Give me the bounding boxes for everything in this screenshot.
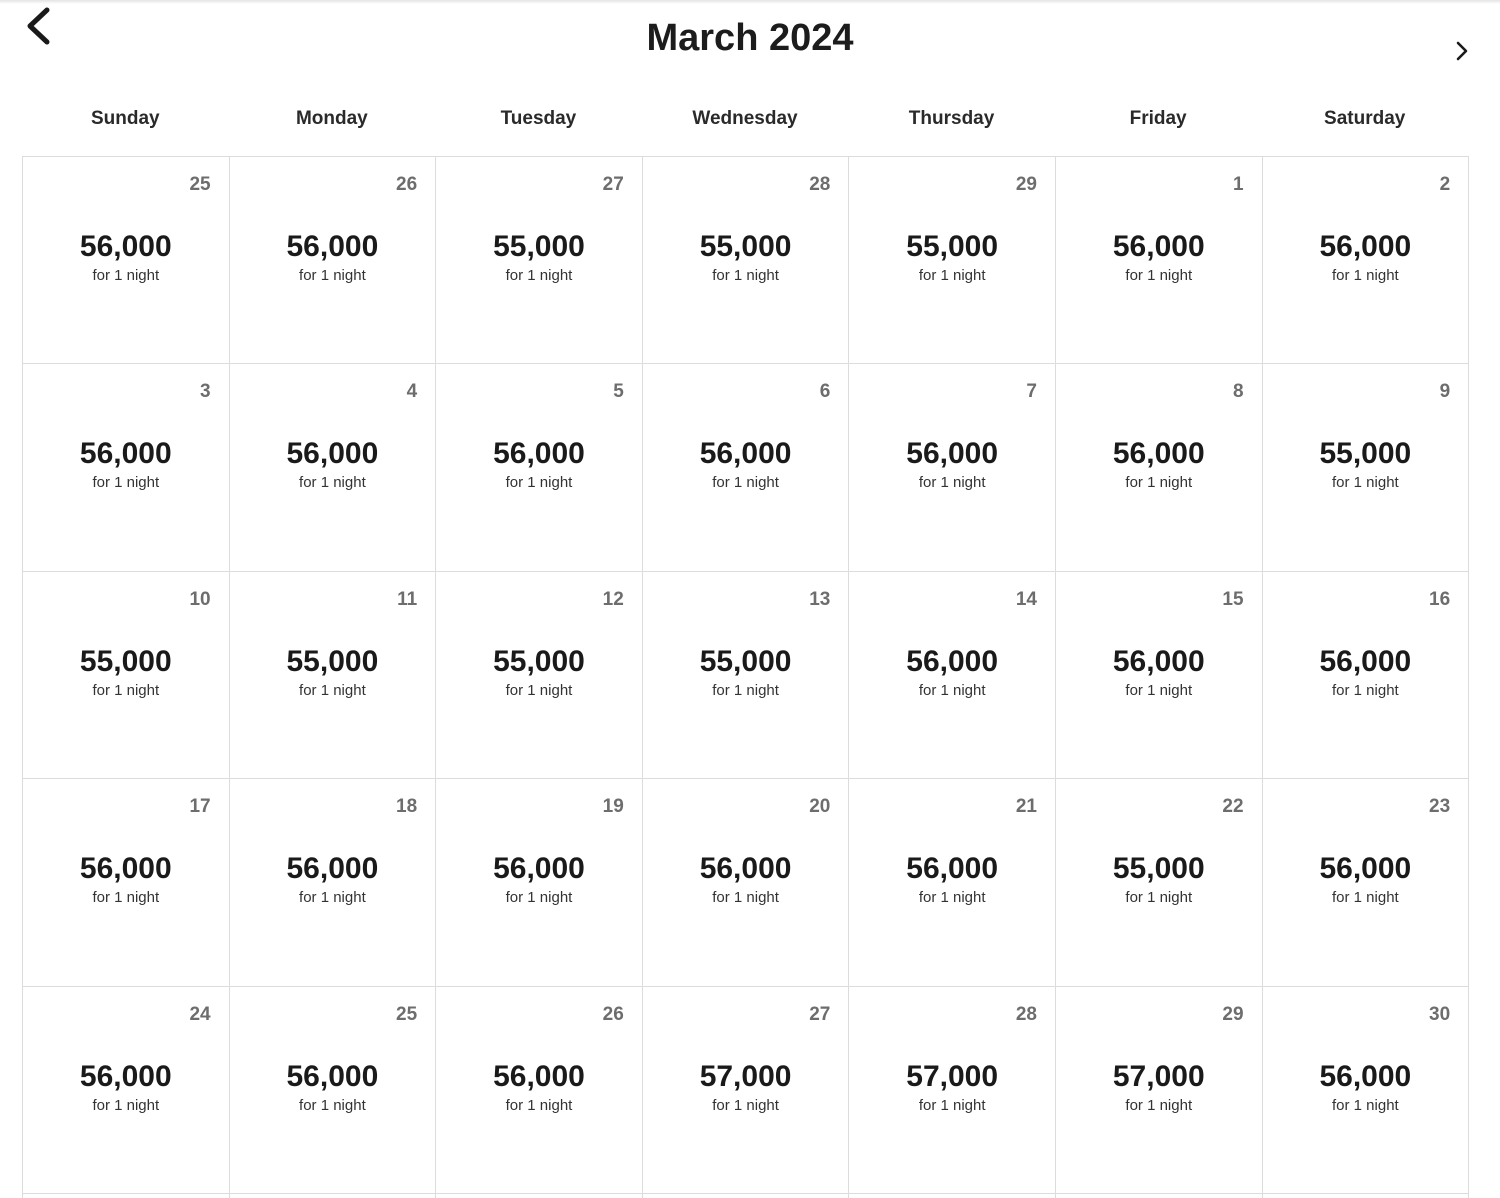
points-price: 56,000 — [906, 852, 999, 886]
day-cell[interactable] — [1263, 779, 1470, 986]
points-price: 56,000 — [1319, 644, 1412, 678]
day-cell[interactable] — [849, 779, 1056, 986]
day-number: 1 — [1232, 174, 1244, 195]
nights-label: for 1 night — [712, 267, 779, 284]
points-price: 56,000 — [906, 644, 999, 678]
day-number: 28 — [809, 174, 831, 195]
points-price: 56,000 — [79, 437, 172, 471]
day-number: 4 — [406, 381, 418, 403]
weekday-thursday: Thursday — [908, 108, 995, 129]
day-cell[interactable] — [849, 572, 1056, 779]
day-cell[interactable] — [849, 157, 1056, 364]
day-number: 23 — [1429, 796, 1451, 818]
nights-label: for 1 night — [92, 1096, 160, 1114]
day-cell[interactable] — [436, 987, 643, 1194]
day-cell[interactable] — [643, 364, 850, 571]
day-number: 15 — [1222, 588, 1244, 610]
points-price: 56,000 — [699, 437, 792, 471]
nights-label: for 1 night — [918, 681, 986, 699]
day-number: 26 — [396, 174, 418, 195]
day-cell[interactable] — [643, 779, 850, 986]
nights-label: for 1 night — [1332, 267, 1399, 284]
points-price: 55,000 — [1112, 852, 1205, 886]
day-cell[interactable] — [1056, 779, 1263, 986]
grid-divider — [1055, 1193, 1056, 1198]
grid-divider — [1262, 1193, 1263, 1198]
day-number: 27 — [809, 1003, 831, 1025]
points-price: 55,000 — [493, 230, 585, 263]
nights-label: for 1 night — [918, 889, 986, 907]
points-price: 56,000 — [1112, 644, 1205, 678]
day-cell[interactable] — [643, 572, 850, 779]
day-cell[interactable] — [436, 572, 643, 779]
points-price: 55,000 — [906, 230, 999, 263]
day-cell[interactable] — [230, 157, 437, 364]
day-number: 19 — [602, 796, 624, 818]
nights-label: for 1 night — [505, 681, 573, 699]
grid-divider — [1468, 1193, 1469, 1198]
day-number: 28 — [1015, 1003, 1037, 1025]
day-cell[interactable] — [1056, 987, 1263, 1194]
points-price: 56,000 — [1112, 230, 1205, 263]
nights-label: for 1 night — [918, 474, 986, 492]
day-cell[interactable] — [230, 572, 437, 779]
day-cell[interactable] — [1056, 157, 1263, 364]
day-number: 7 — [1026, 381, 1037, 403]
nights-label: for 1 night — [299, 889, 366, 907]
nights-label: for 1 night — [1125, 474, 1193, 492]
nights-label: for 1 night — [1125, 681, 1193, 699]
nights-label: for 1 night — [299, 681, 366, 699]
nights-label: for 1 night — [1332, 889, 1399, 907]
day-cell[interactable] — [643, 157, 850, 364]
day-cell[interactable] — [1263, 987, 1470, 1194]
day-cell[interactable] — [23, 779, 230, 986]
day-cell[interactable] — [23, 157, 230, 364]
nights-label: for 1 night — [92, 889, 160, 907]
day-number: 26 — [602, 1003, 624, 1025]
points-price: 55,000 — [286, 644, 379, 678]
nights-label: for 1 night — [92, 267, 160, 284]
day-number: 12 — [602, 588, 624, 610]
grid-divider — [229, 1193, 230, 1198]
points-price: 56,000 — [286, 1059, 379, 1093]
chevron-right-icon — [1448, 36, 1476, 66]
day-number: 9 — [1439, 381, 1451, 403]
day-cell[interactable] — [1263, 364, 1470, 571]
grid-divider — [848, 1193, 849, 1198]
points-price: 56,000 — [1112, 437, 1205, 471]
day-number: 30 — [1429, 1003, 1451, 1025]
day-number: 21 — [1015, 796, 1037, 818]
nights-label: for 1 night — [299, 474, 366, 492]
day-cell[interactable] — [1056, 364, 1263, 571]
nights-label: for 1 night — [1332, 1096, 1399, 1114]
points-price: 56,000 — [493, 437, 585, 471]
nights-label: for 1 night — [1125, 1096, 1193, 1114]
nights-label: for 1 night — [712, 474, 779, 492]
day-number: 17 — [189, 796, 211, 818]
day-number: 5 — [613, 381, 624, 403]
day-cell[interactable] — [849, 987, 1056, 1194]
points-price: 56,000 — [1319, 230, 1412, 263]
day-cell[interactable] — [436, 364, 643, 571]
weekday-tuesday: Tuesday — [500, 108, 577, 129]
grid-divider — [642, 1193, 643, 1198]
points-price: 56,000 — [1319, 852, 1412, 886]
day-number: 20 — [809, 796, 831, 818]
nights-label: for 1 night — [505, 1096, 573, 1114]
day-number: 18 — [396, 796, 418, 818]
points-price: 55,000 — [699, 230, 792, 263]
nights-label: for 1 night — [712, 681, 779, 699]
nights-label: for 1 night — [505, 267, 573, 284]
points-price: 57,000 — [906, 1059, 999, 1093]
nights-label: for 1 night — [918, 1096, 986, 1114]
day-cell[interactable] — [230, 364, 437, 571]
day-cell[interactable] — [23, 572, 230, 779]
weekday-header-row — [22, 104, 1468, 134]
day-cell[interactable] — [1056, 572, 1263, 779]
month-title: March 2024 — [646, 17, 854, 59]
points-price: 56,000 — [286, 852, 379, 886]
weekday-friday: Friday — [1129, 108, 1187, 129]
weekday-sunday: Sunday — [90, 108, 160, 129]
day-number: 22 — [1222, 796, 1244, 818]
nights-label: for 1 night — [299, 1096, 366, 1114]
day-number: 25 — [189, 174, 211, 195]
day-number: 29 — [1015, 174, 1037, 195]
day-number: 14 — [1015, 588, 1037, 610]
calendar-grid — [22, 156, 1469, 1194]
points-price: 57,000 — [699, 1059, 792, 1093]
nights-label: for 1 night — [1332, 681, 1399, 699]
points-price: 56,000 — [699, 852, 792, 886]
day-cell[interactable] — [1263, 572, 1470, 779]
points-price: 55,000 — [493, 644, 585, 678]
day-number: 11 — [397, 588, 418, 610]
nights-label: for 1 night — [712, 1096, 779, 1114]
points-price: 56,000 — [286, 230, 379, 263]
day-number: 25 — [396, 1003, 418, 1025]
points-price: 56,000 — [493, 1059, 585, 1093]
nights-label: for 1 night — [712, 889, 779, 907]
points-price: 55,000 — [699, 644, 792, 678]
day-number: 24 — [189, 1003, 211, 1025]
day-cell[interactable] — [23, 987, 230, 1194]
day-number: 27 — [602, 174, 624, 195]
nights-label: for 1 night — [92, 681, 160, 699]
day-number: 29 — [1222, 1003, 1244, 1025]
nights-label: for 1 night — [1125, 267, 1193, 284]
points-price: 57,000 — [1112, 1059, 1205, 1093]
nights-label: for 1 night — [918, 267, 986, 284]
day-number: 2 — [1439, 174, 1451, 195]
points-price: 56,000 — [79, 852, 172, 886]
day-cell[interactable] — [23, 364, 230, 571]
next-month-button[interactable] — [1448, 36, 1476, 66]
nights-label: for 1 night — [1125, 889, 1193, 907]
day-number: 8 — [1232, 381, 1244, 403]
day-number: 13 — [809, 588, 831, 610]
day-cell[interactable] — [436, 779, 643, 986]
grid-divider — [435, 1193, 436, 1198]
weekday-saturday: Saturday — [1324, 108, 1406, 129]
nights-label: for 1 night — [299, 267, 366, 284]
day-cell[interactable] — [230, 987, 437, 1194]
points-price: 56,000 — [1319, 1059, 1412, 1093]
day-cell[interactable] — [643, 987, 850, 1194]
day-number: 3 — [200, 381, 211, 403]
weekday-wednesday: Wednesday — [692, 108, 798, 129]
points-price: 56,000 — [493, 852, 585, 886]
day-number: 6 — [819, 381, 831, 403]
points-price: 55,000 — [79, 644, 172, 678]
nights-label: for 1 night — [92, 474, 160, 492]
points-price: 56,000 — [286, 437, 379, 471]
weekday-monday: Monday — [295, 108, 368, 129]
day-cell[interactable] — [436, 157, 643, 364]
day-cell[interactable] — [230, 779, 437, 986]
nights-label: for 1 night — [505, 474, 573, 492]
day-cell[interactable] — [849, 364, 1056, 571]
day-cell[interactable] — [1263, 157, 1470, 364]
points-price: 55,000 — [1319, 437, 1412, 471]
points-price: 56,000 — [79, 1059, 172, 1093]
nights-label: for 1 night — [1332, 474, 1399, 492]
day-number: 16 — [1429, 588, 1451, 610]
points-price: 56,000 — [906, 437, 999, 471]
day-number: 10 — [189, 588, 211, 610]
top-shadow — [0, 0, 1500, 4]
nights-label: for 1 night — [505, 889, 573, 907]
next-week-row-edge — [22, 1193, 1468, 1198]
points-price: 56,000 — [79, 230, 172, 263]
